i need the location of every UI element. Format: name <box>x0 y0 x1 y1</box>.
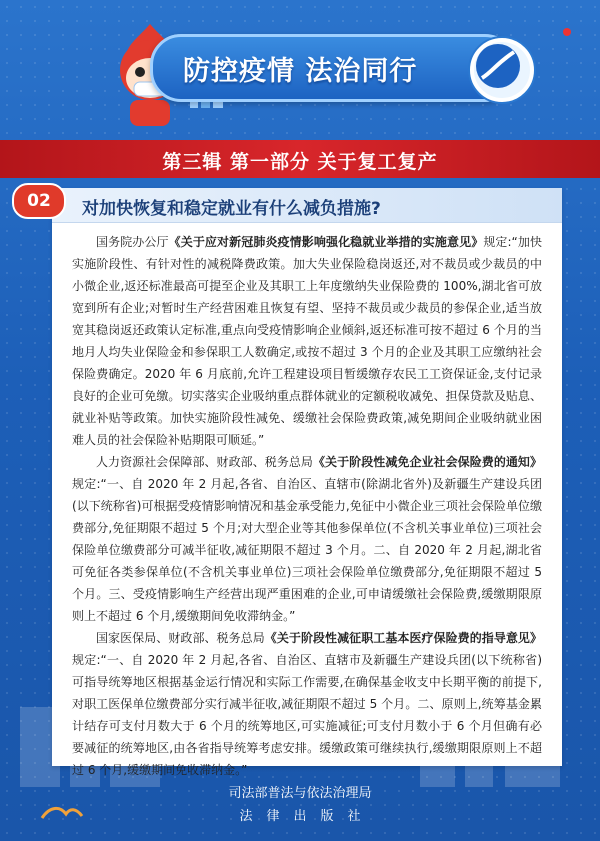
emblem-badge <box>470 38 534 102</box>
answer-paragraph <box>72 451 542 627</box>
document-title: 《关于阶段性减免企业社会保险费的通知》 <box>313 455 542 469</box>
page-title: 防控疫情 法治同行 <box>183 56 418 87</box>
paragraph-text: 规定:“一、自 2020 年 2 月起,各省、自治区、直辖市及新疆生产建设兵团(以下统称省)可指导统筹地区根据基金运行情况和实际工作需要,在确保基金收支中长期平衡的前提下,对职工医保单位缴费部分实行减半征收,减征期限不超过 5 个月。二、原则上,统筹基金累计结存可支付月数大于 6 个月的统筹地区,可实施减征;可支付月数小于 6 个月但确有必要减征的统筹地区,由各省指导统筹考虑安排。缓缴政策可继续执行,缓缴期限原则上不超过 6 个月,缓缴期间免收滞纳金。” <box>72 653 542 777</box>
answer-body <box>72 231 542 781</box>
footer <box>0 782 600 824</box>
header <box>0 0 600 130</box>
answer-paragraph <box>72 627 542 781</box>
question-title: 对加快恢复和稳定就业有什么减负措施? <box>82 199 381 219</box>
title-banner <box>150 34 516 102</box>
question-number-badge: 02 <box>12 183 66 219</box>
footer-publisher: 司法部普法与依法治理局 <box>228 786 372 801</box>
chapter-title: 第三辑 第一部分 关于复工复产 <box>162 151 438 173</box>
answer-paragraph <box>72 231 542 451</box>
paragraph-text: 规定:“加快实施阶段性、有针对性的减税降费政策。加大失业保险稳岗返还,对不裁员或少裁员的中小微企业,返还标准最高可提至企业及其职工上年度缴纳失业保险费的 100%,湖北省可放宽到所有企业;对暂时生产经营困难且恢复有望、坚持不裁员或少裁员的参保企业,适当放宽其稳岗返还政策认定标准,重点向受疫情影响企业倾斜,返还标准可按不超过 6 个月的当地月人均失业保险金和参保职工人数确定,或按不超过 3 个月的企业及其职工应缴纳社会保险费确定。2020 年 6 月底前,允许工程建设项目暂缓缴存农民工工资保证金,支付记录良好的企业可免缴。切实落实企业吸纳重点群体就业的定额税收减免、担保贷款及贴息、就业补贴等政策。加快实施阶段性减免、缓缴社会保险费政策,减免期间企业吸纳就业困难人员的社会保险补贴期限可顺延。” <box>72 235 542 447</box>
question-header <box>27 188 562 223</box>
chapter-bar <box>0 140 600 178</box>
road-icon <box>474 42 522 90</box>
document-title: 《关于阶段性减征职工基本医疗保险费的指导意见》 <box>264 631 542 645</box>
issuer: 人力资源社会保障部、财政部、税务总局 <box>96 455 313 469</box>
issuer: 国家医保局、财政部、税务总局 <box>96 631 265 645</box>
paragraph-text: 规定:“一、自 2020 年 2 月起,各省、自治区、直辖市(除湖北省外)及新疆生产建设兵团(以下统称省)可根据受疫情影响情况和基金承受能力,免征中小微企业三项社会保险单位缴费部分,免征期限不超过 5 个月;对大型企业等其他参保单位(不含机关事业单位)三项社会保险单位缴费部分可减半征收,减征期限不超过 3 个月。二、自 2020 年 2 月起,湖北省可免征各类参保单位(不含机关事业单位)三项社会保险单位缴费部分,免征期限不超过 5 个月。三、受疫情影响生产经营出现严重困难的企业,可申请缓缴社会保险费,缓缴期限原则上不超过 6 个月,缓缴期间免收滞纳金。” <box>72 477 542 623</box>
question-card <box>27 188 562 777</box>
footer-press: 法律出版社 <box>239 809 375 824</box>
issuer: 国务院办公厅 <box>96 235 169 249</box>
flag-dot-icon <box>563 28 571 36</box>
document-title: 《关于应对新冠肺炎疫情影响强化稳就业举措的实施意见》 <box>168 235 484 249</box>
